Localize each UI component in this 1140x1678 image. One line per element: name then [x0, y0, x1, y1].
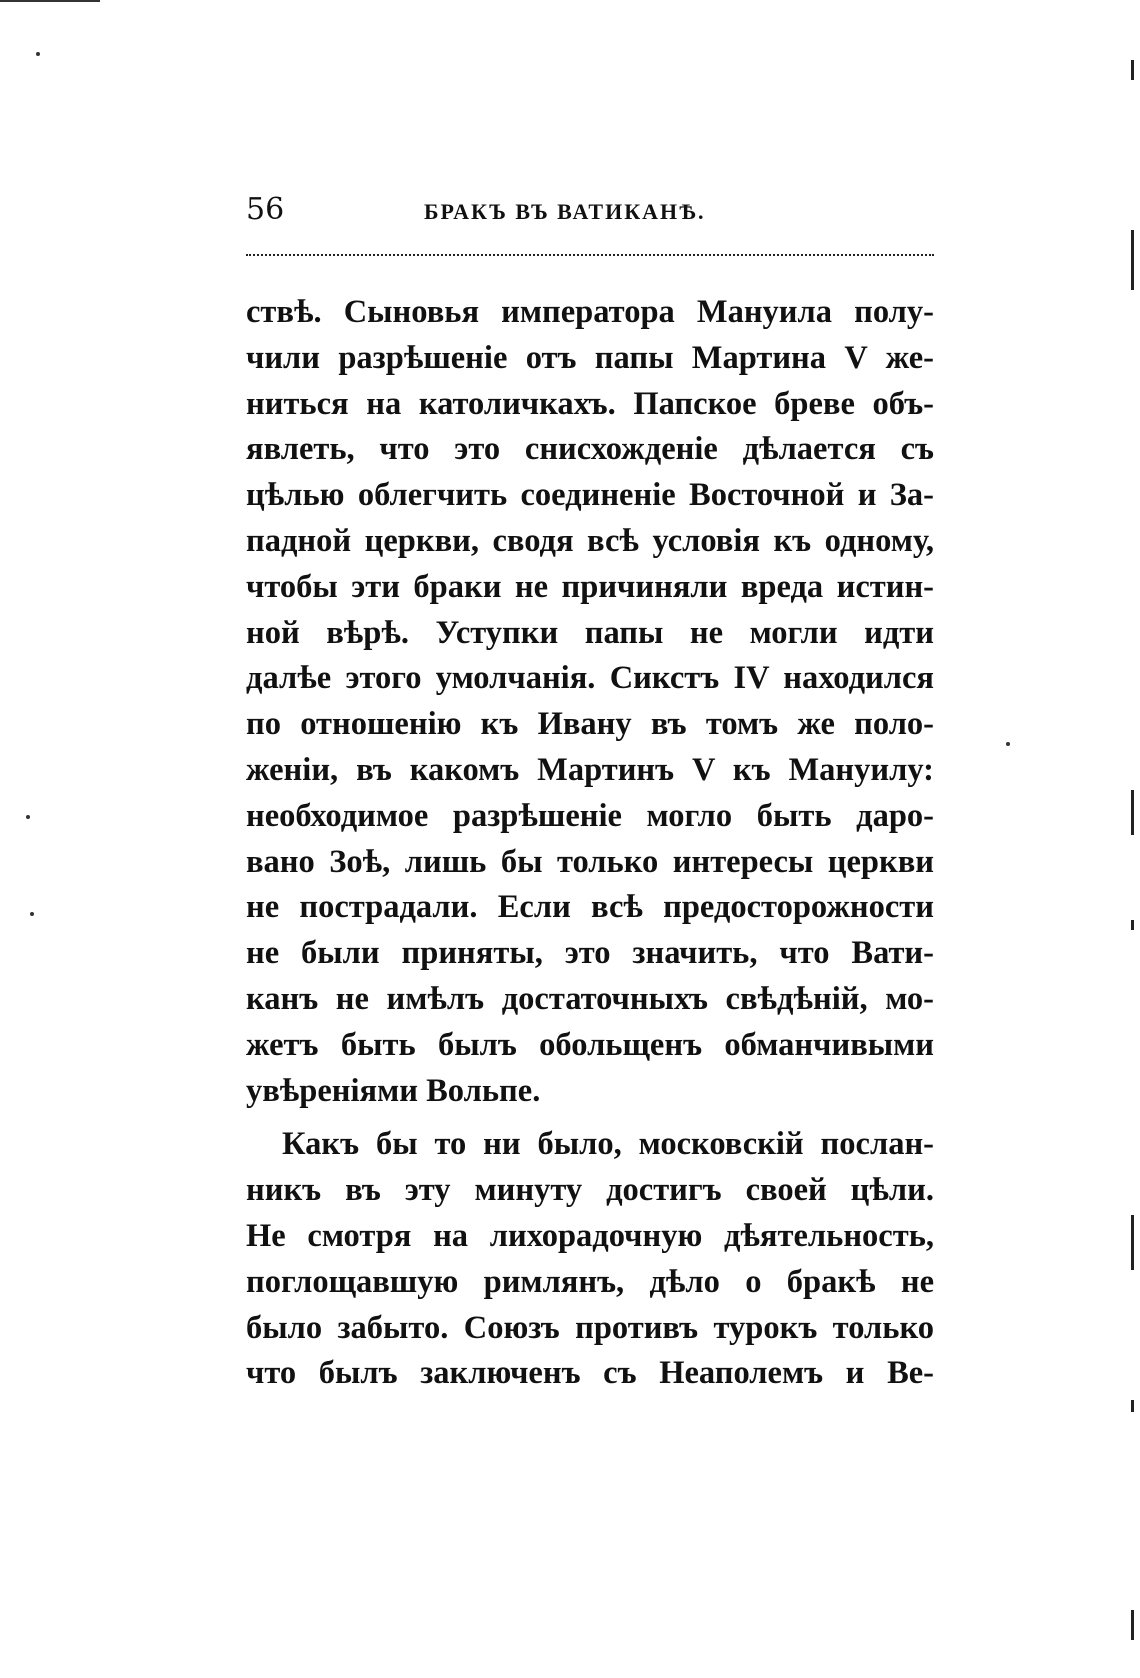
scan-edge-line [0, 0, 100, 2]
scan-edge-mark [1131, 60, 1134, 80]
text-line: жетъ быть былъ обольщенъ обманчивыми [246, 1026, 934, 1063]
text-line: вано Зоѣ, лишь бы только интересы церкви [246, 843, 934, 880]
text-line: ной вѣрѣ. Уступки папы не могли идти [246, 614, 934, 651]
paragraph [246, 290, 934, 1114]
body-text [246, 290, 934, 1397]
scan-speck [36, 52, 40, 56]
text-line: женіи, въ какомъ Мартинъ V къ Мануилу: [246, 751, 934, 788]
running-title: БРАКЪ ВЪ ВАТИКАНѢ. [424, 199, 706, 224]
text-line: поглощавшую римлянъ, дѣло о бракѣ не [246, 1263, 934, 1300]
paragraph [246, 1122, 934, 1397]
scan-speck [30, 912, 34, 916]
scan-edge-mark [1131, 1610, 1134, 1640]
scan-speck [1006, 742, 1010, 746]
text-line: явлеть, что это снисхожденіе дѣлается съ [246, 431, 934, 468]
text-line: ствѣ. Сыновья императора Мануила полу- [246, 294, 934, 330]
text-line: падной церкви, сводя всѣ условія къ одному, [246, 522, 934, 559]
scan-edge-mark [1131, 230, 1134, 290]
text-line: не пострадали. Если всѣ предосторожности [246, 889, 934, 926]
scan-edge-mark [1131, 1215, 1134, 1270]
text-line: было забыто. Союзъ противъ турокъ только [246, 1309, 934, 1346]
running-head [246, 190, 936, 230]
text-line: чтобы эти браки не причиняли вреда истин- [246, 568, 934, 605]
scan-edge-mark [1131, 920, 1134, 930]
header-rule [246, 254, 934, 256]
text-line: чили разрѣшеніе отъ папы Мартина V же- [246, 339, 934, 376]
scan-edge-mark [1131, 1400, 1134, 1412]
text-line: далѣе этого умолчанія. Сикстъ IV находился [246, 660, 934, 697]
text-line: канъ не имѣлъ достаточныхъ свѣдѣній, мо- [246, 980, 934, 1017]
text-line: ниться на католичкахъ. Папское бреве объ- [246, 385, 934, 422]
text-line: цѣлью облегчить соединеніе Восточной и За- [246, 477, 934, 514]
text-line: по отношенію къ Ивану въ томъ же поло- [246, 706, 934, 743]
page-number: 56 [246, 192, 285, 227]
text-line: увѣреніями Вольпе. [246, 1072, 541, 1109]
text-line: никъ въ эту минуту достигъ своей цѣли. [246, 1172, 934, 1209]
text-line: Какъ бы то ни было, московскій послан- [282, 1126, 934, 1163]
text-line: что былъ заключенъ съ Неаполемъ и Ве- [246, 1355, 934, 1392]
scan-speck [26, 815, 30, 819]
text-line: не были приняты, это значить, что Вати- [246, 935, 934, 972]
text-line: Не смотря на лихорадочную дѣятельность, [246, 1217, 934, 1254]
text-line: необходимое разрѣшеніе могло быть даро- [246, 797, 934, 834]
scan-edge-mark [1131, 790, 1134, 835]
